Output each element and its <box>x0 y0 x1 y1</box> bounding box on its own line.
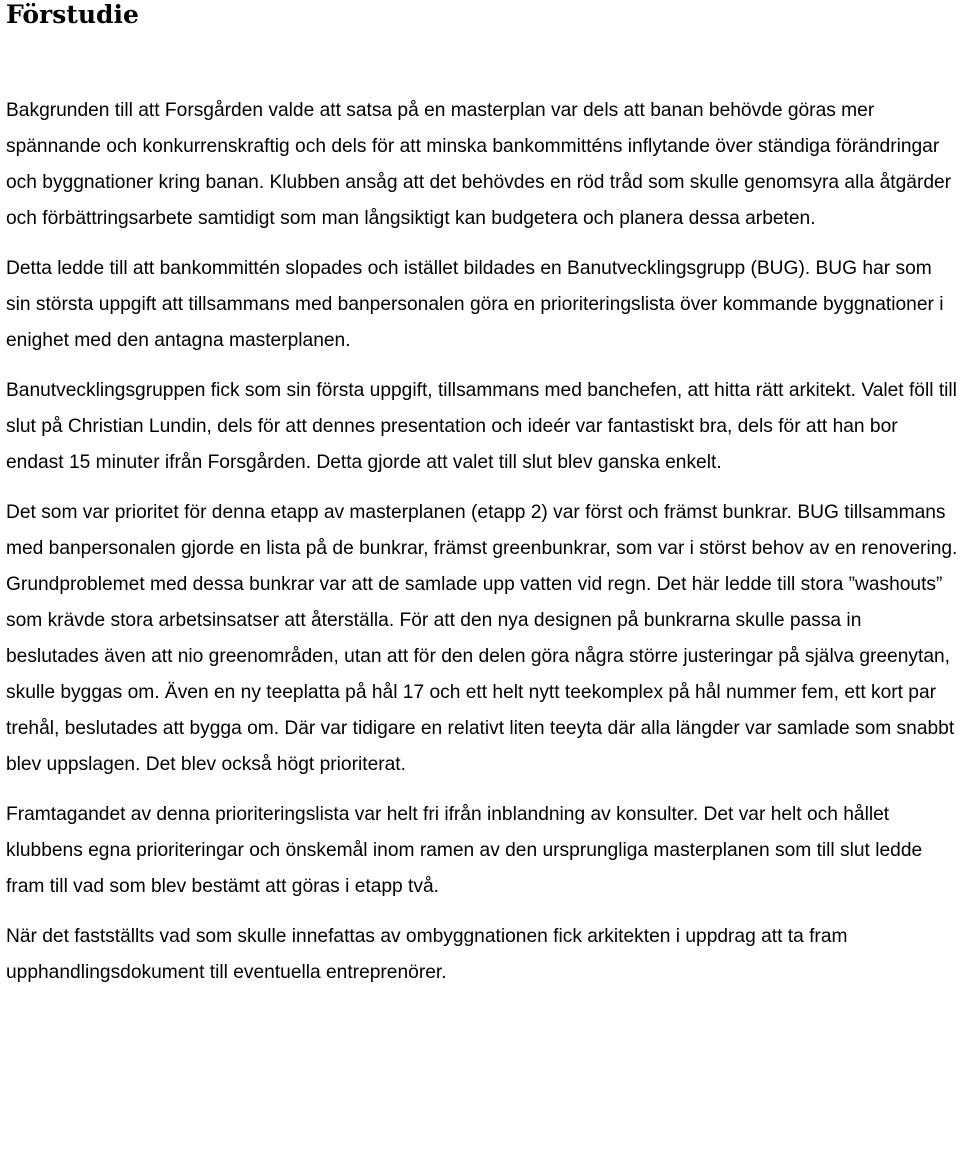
page-title: Förstudie <box>6 0 139 29</box>
paragraph-architect: Banutvecklingsgruppen fick som sin första uppgift, tillsammans med banchefen, att hitta rätt arkitekt. Valet föll till slut på Christian Lundin, dels för att dennes presentation och ideér var fantastiskt bra, dels för att han bor endast 15 minuter ifrån Forsgården. Detta gjorde att valet till slut blev ganska enkelt. <box>6 380 957 473</box>
paragraph-bug-formation: Detta ledde till att bankommittén slopades och istället bildades en Banutvecklingsgrupp (BUG). BUG har som sin största uppgift att tillsammans med banpersonalen göra en prioriteringslista över kommande byggnationer i enighet med den antagna masterplanen. <box>6 258 944 351</box>
paragraph-prioritization-process: Framtagandet av denna prioriteringslista var helt fri ifrån inblandning av konsulter. Det var helt och hållet klubbens egna prioriteringar och önskemål inom ramen av den ursprungliga masterplanen som till slut ledde fram till vad som blev bestämt att göras i etapp två. <box>6 804 923 897</box>
paragraph-background: Bakgrunden till att Forsgården valde att satsa på en masterplan var dels att banan behövde göras mer spännande och konkurrenskraftig och dels för att minska bankommitténs inflytande över ständiga förändringar och byggnationer kring banan. Klubben ansåg att det behövdes en röd tråd som skulle genomsyra alla åtgärder och förbättringsarbete samtidigt som man långsiktigt kan budgetera och planera dessa arbeten. <box>6 100 952 229</box>
document-body <box>6 93 958 1005</box>
paragraph-procurement: När det fastställts vad som skulle innefattas av ombyggnationen fick arkitekten i uppdrag att ta fram upphandlingsdokument till eventuella entreprenörer. <box>6 926 848 983</box>
paragraph-priorities: Det som var prioritet för denna etapp av masterplanen (etapp 2) var först och främst bunkrar. BUG tillsammans med banpersonalen gjorde en lista på de bunkrar, främst greenbunkrar, som var i störst behov av en renovering. Grundproblemet med dessa bunkrar var att de samlade upp vatten vid regn. Det här ledde till stora ”washouts” som krävde stora arbetsinsatser att återställa. För att den nya designen på bunkrarna skulle passa in beslutades även att nio greenområden, utan att för den delen göra några större justeringar på själva greenytan, skulle byggas om. Även en ny teeplatta på hål 17 och ett helt nytt teekomplex på hål nummer fem, ett kort par trehål, beslutades att bygga om. Där var tidigare en relativt liten teeyta där alla längder var samlade som snabbt blev uppslagen. Det blev också högt prioriterat. <box>6 502 958 775</box>
